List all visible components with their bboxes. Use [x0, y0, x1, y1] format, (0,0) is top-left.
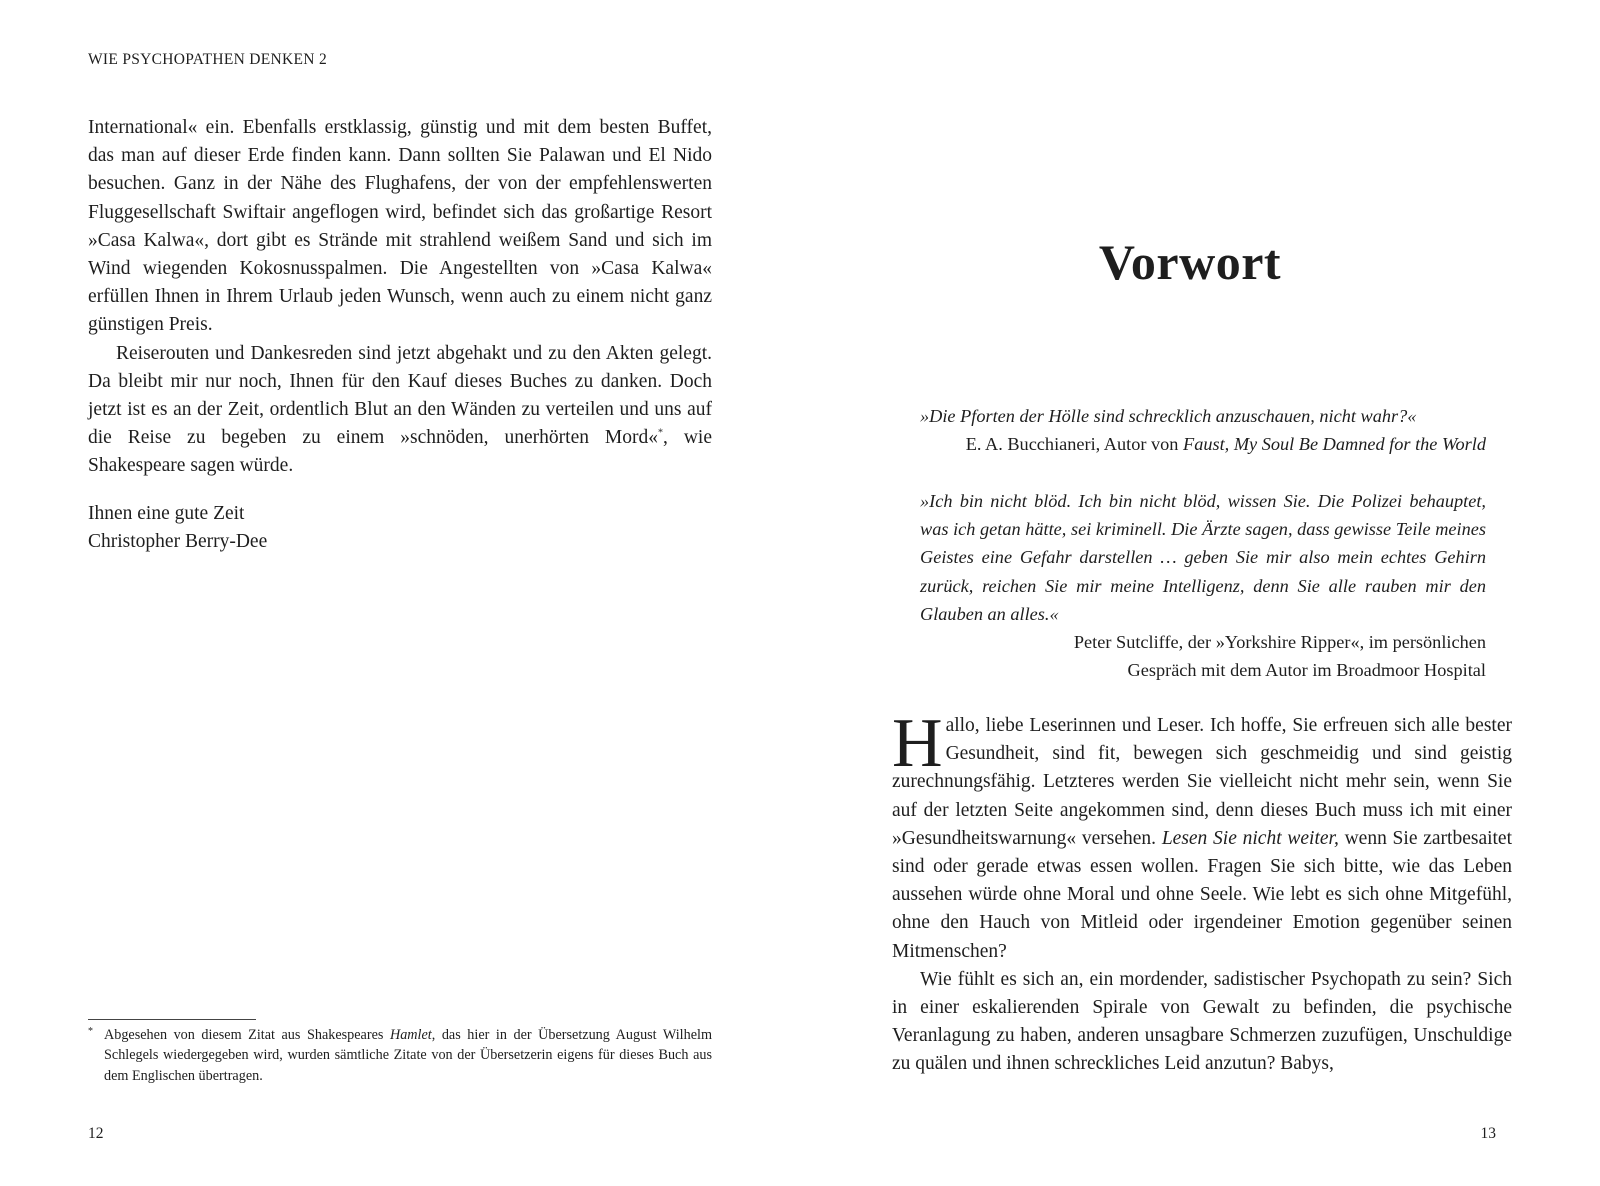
paragraph	[892, 705, 1513, 966]
emphasis-text: Lesen Sie nicht weiter,	[1161, 827, 1339, 849]
page-number: 12	[88, 1125, 104, 1142]
closing-block	[88, 500, 267, 556]
epigraph-quote: »Die Pforten der Hölle sind schrecklich anzuschauen, nicht wahr?«	[920, 406, 1417, 426]
footnote-reference-mark: *	[658, 427, 664, 439]
signature: Christopher Berry-Dee	[88, 531, 268, 553]
closing-line: Ihnen eine gute Zeit	[88, 503, 245, 524]
footnote-italic-title: Hamlet	[389, 1027, 432, 1043]
paragraph: International« ein. Ebenfalls erstklassig, günstig und mit dem besten Buffet, das man auf dieser Erde finden kann. Dann sollten Sie Palawan und El Nido besuchen. Ganz in der Nähe des Flughafens, der von der empfehlenswerten Fluggesellschaft Swiftair angeflogen wird, befindet sich das großartige Resort »Casa Kalwa«, dort gibt es Strände mit strahlend weißem Sand und sich im Wind wiegenden Kokosnusspalmen. Die Angestellten von »Casa Kalwa« erfüllen Ihnen in Ihrem Urlaub jeden Wunsch, wenn auch zu einem nicht ganz günstigen Preis.	[88, 117, 712, 336]
footnote-mark: *	[88, 1026, 93, 1037]
epigraph-attribution	[920, 430, 1486, 458]
epigraph	[920, 487, 1486, 684]
attribution-work-title: Faust, My Soul Be Damned for the World	[1183, 434, 1486, 455]
paragraph	[88, 340, 712, 481]
paragraph-text: , wie Shakespeare sagen würde.	[88, 427, 712, 477]
attribution-text: E. A. Bucchianeri, Autor von	[965, 434, 1184, 455]
attribution-line: Peter Sutcliffe, der »Yorkshire Ripper«, im persönlichen	[1073, 632, 1486, 653]
left-body-text	[88, 114, 712, 481]
footnote-divider	[88, 1019, 256, 1020]
right-page	[800, 0, 1600, 1186]
running-head: WIE PSYCHOPATHEN DENKEN 2	[88, 51, 328, 68]
epigraph-attribution	[920, 628, 1486, 684]
epigraph-quote: »Ich bin nicht blöd. Ich bin nicht blöd, wissen Sie. Die Polizei behauptet, was ich getan hätte, sei kriminell. Die Ärzte sagen, dass gewisse Teile meines Geistes eine Gefahr darstellen … geben Sie mir also mein echtes Gehirn zurück, reichen Sie mir meine Intelligenz, denn Sie alle rauben mir den Glauben an alles.«	[920, 491, 1486, 624]
footnote-text: Abgesehen von diesem Zitat aus Shakespeares	[104, 1027, 390, 1043]
epigraph	[920, 402, 1486, 458]
paragraph-text: allo, liebe Leserinnen und Leser. Ich hoffe, Sie erfreuen sich alle bester Gesundheit, sind fit, bewegen sich geschmeidig und sind geistig zurechnungsfähig. Letzteres werden Sie vielleicht nicht mehr sein, wenn Sie auf der letzten Seite angekommen sind, denn dieses Buch muss ich mit einer »Gesundheitswarnung« versehen.	[892, 715, 1512, 849]
chapter-title: Vorwort	[1098, 234, 1282, 290]
drop-cap: H	[892, 705, 943, 782]
paragraph-text: wenn Sie zartbesaitet sind oder gerade etwas essen wollen. Fragen Sie sich bitte, wie das Leben aussehen würde ohne Moral und ohne Seele. Wie lebt es sich ohne Mitgefühl, ohne den Hauch von Mitleid oder irgendeiner Emotion gegenüber seinen Mitmenschen?	[892, 827, 1513, 962]
paragraph-text: Reiserouten und Dankesreden sind jetzt abgehakt und zu den Akten gelegt. Da bleibt mir nur noch, Ihnen für den Kauf dieses Buches zu danken. Doch jetzt ist es an der Zeit, ordentlich Blut an den Wänden zu verteilen und uns auf die Reise zu begeben zu einem »schnöden, unerhörten Mord«	[88, 342, 712, 449]
footnote	[88, 1025, 712, 1086]
page-number: 13	[1480, 1125, 1496, 1142]
footnote-text: , das hier in der Übersetzung August Wilhelm Schlegels wiedergegeben wird, wurden sämtliche Zitate von der Übersetzerin eigens für dieses Buch aus dem Englischen übertragen.	[104, 1027, 712, 1084]
attribution-line: Gespräch mit dem Autor im Broadmoor Hospital	[1127, 660, 1486, 681]
right-body-text	[892, 705, 1513, 1079]
paragraph: Wie fühlt es sich an, ein mordender, sadistischer Psychopath zu sein? Sich in einer eskalierenden Spirale von Gewalt zu befinden, die psychische Veranlagung zu haben, anderen unsagbare Schmerzen zuzufügen, Unschuldige zu quälen und ihnen schreckliches Leid anzutun? Babys,	[892, 968, 1512, 1075]
